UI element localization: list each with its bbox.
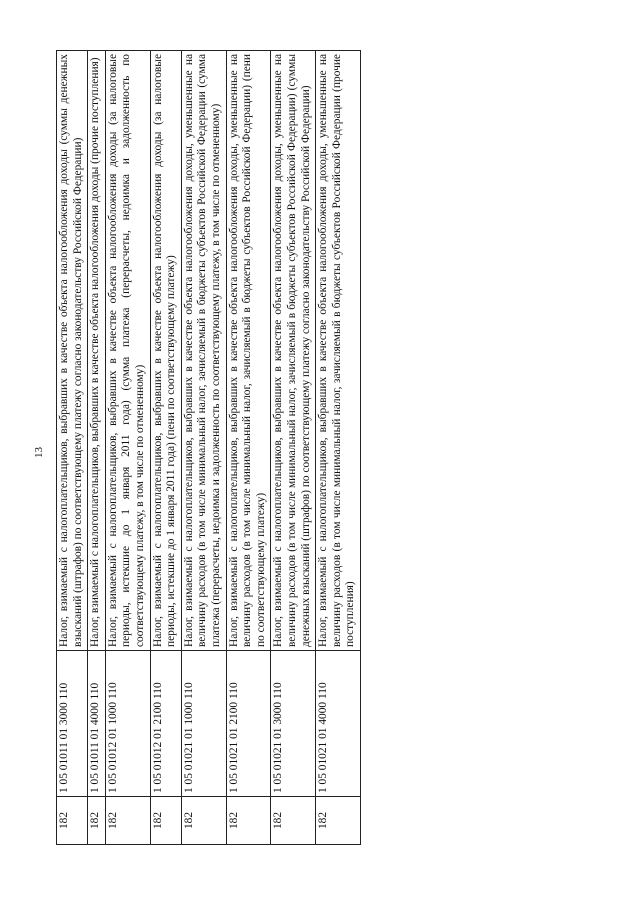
revenue-name-cell: Налог, взимаемый с налогоплательщиков, выбравших в качестве объекта налогообложения доходы, уменьшенные на величину расходов (в том числе минимальный налог, зачисляемый в бюджеты субъектов Российской Федерации) (суммы денежных взысканий (штрафов) по соответствующему платежу согласно законодательству Российской Федерации) xyxy=(271,51,316,651)
admin-code-cell: 182 xyxy=(88,797,106,845)
revenue-name-cell: Налог, взимаемый с налогоплательщиков, выбравших в качестве объекта налогообложения доходы (за налоговые периоды, истекшие до 1 января 2011 года) (пени по соответствующему платежу) xyxy=(150,51,181,651)
kbk-code-cell: 1 05 01021 01 3000 110 xyxy=(271,651,316,797)
table-row xyxy=(316,51,361,845)
revenue-name-cell: Налог, взимаемый с налогоплательщиков, выбравших в качестве объекта налогообложения доходы (прочие поступления) xyxy=(88,51,106,651)
kbk-code-cell: 1 05 01011 01 4000 110 xyxy=(88,651,106,797)
kbk-code-cell: 1 05 01011 01 3000 110 xyxy=(57,651,88,797)
revenue-name-cell: Налог, взимаемый с налогоплательщиков, выбравших в качестве объекта налогообложения доходы, уменьшенные на величину расходов (в том числе минимальный налог, зачисляемый в бюджеты субъектов Российской Федерации (сумма платежа (перерасчеты, недоимка и задолженность по соответствующему платежу, в том числе по отмененному) xyxy=(181,51,226,651)
table-row xyxy=(88,51,106,845)
table-row xyxy=(181,51,226,845)
revenue-name-cell: Налог, взимаемый с налогоплательщиков, выбравших в качестве объекта налогообложения доходы, уменьшенные на величину расходов (в том числе минимальный налог, зачисляемый в бюджеты субъектов Российской Федерации (прочие поступления) xyxy=(316,51,361,651)
revenue-name-cell: Налог, взимаемый с налогоплательщиков, выбравших в качестве объекта налогообложения доходы, уменьшенные на величину расходов (в том числе минимальный налог, зачисляемый в бюджеты субъектов Российской Федерации) (пени по соответствующему платежу) xyxy=(226,51,271,651)
kbk-code-cell: 1 05 01021 01 2100 110 xyxy=(226,651,271,797)
admin-code-cell: 182 xyxy=(271,797,316,845)
admin-code-cell: 182 xyxy=(316,797,361,845)
admin-code-cell: 182 xyxy=(181,797,226,845)
kbk-code-cell: 1 05 01021 01 1000 110 xyxy=(181,651,226,797)
revenue-name-cell: Налог, взимаемый с налогоплательщиков, выбравших в качестве объекта налогообложения доходы (за налоговые периоды, истекшие до 1 января 2011 года) (сумма платежа (перерасчеты, недоимка и задолженность по соответствующему платежу, в том числе по отмененному) xyxy=(105,51,150,651)
revenue-name-cell: Налог, взимаемый с налогоплательщиков, выбравших в качестве объекта налогообложения доходы (суммы денежных взысканий (штрафов) по соответствующему платежу согласно законодательству Российской Федерации) xyxy=(57,51,88,651)
table-row xyxy=(105,51,150,845)
table-row xyxy=(271,51,316,845)
table-row xyxy=(226,51,271,845)
admin-code-cell: 182 xyxy=(226,797,271,845)
admin-code-cell: 182 xyxy=(57,797,88,845)
table-row xyxy=(57,51,88,845)
kbk-code-cell: 1 05 01012 01 1000 110 xyxy=(105,651,150,797)
page-number: 13 xyxy=(33,447,45,458)
admin-code-cell: 182 xyxy=(105,797,150,845)
admin-code-cell: 182 xyxy=(150,797,181,845)
kbk-table xyxy=(56,50,361,845)
table-row xyxy=(150,51,181,845)
kbk-code-cell: 1 05 01012 01 2100 110 xyxy=(150,651,181,797)
kbk-code-cell: 1 05 01021 01 4000 110 xyxy=(316,651,361,797)
